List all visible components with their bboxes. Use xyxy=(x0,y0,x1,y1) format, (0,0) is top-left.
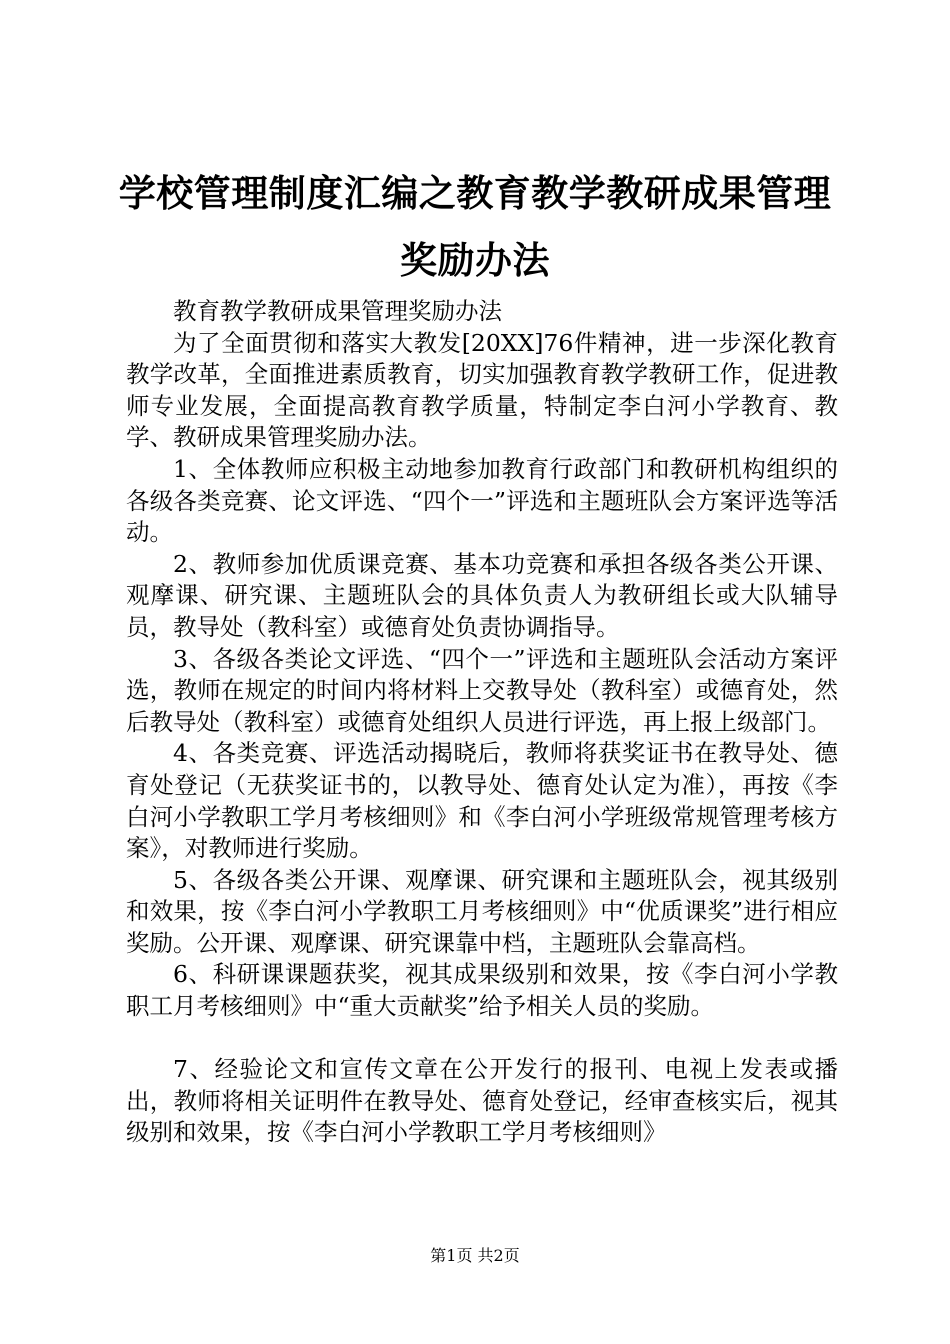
clause-7-paragraph: 7、经验论文和宣传文章在公开发行的报刊、电视上发表或播出，教师将相关证明件在教导处、德育处登记，经审查核实后，视其级别和效果，按《李白河小学教职工学月考核细则》 xyxy=(126,1055,838,1147)
document-title: 学校管理制度汇编之教育教学教研成果管理奖励办法 xyxy=(118,172,832,282)
intro-paragraph: 为了全面贯彻和落实大教发[20XX]76件精神，进一步深化教育教学改革，全面推进素质教育，切实加强教育教学教研工作，促进教师专业发展，全面提高教育教学质量，特制定李白河小学教育、教学、教研成果管理奖励办法。 xyxy=(126,328,838,452)
page-number: 第1页 共2页 xyxy=(430,1246,520,1265)
document-subtitle: 教育教学教研成果管理奖励办法 xyxy=(173,297,502,325)
clause-1-paragraph: 1、全体教师应积极主动地参加教育行政部门和教研机构组织的各级各类竞赛、论文评选、“四个一”评选和主题班队会方案评选等活动。 xyxy=(126,454,838,547)
clause-5-paragraph: 5、各级各类公开课、观摩课、研究课和主题班队会，视其级别和效果，按《李白河小学教职工月考核细则》中“优质课奖”进行相应奖励。公开课、观摩课、研究课靠中档，主题班队会靠高档。 xyxy=(126,865,838,957)
clause-6-paragraph: 6、科研课课题获奖，视其成果级别和效果，按《李白河小学教职工月考核细则》中“重大贡献奖”给予相关人员的奖励。 xyxy=(126,960,838,1021)
clause-4-paragraph: 4、各类竞赛、评选活动揭晓后，教师将获奖证书在教导处、德育处登记（无获奖证书的，以教导处、德育处认定为准），再按《李白河小学教职工学月考核细则》和《李白河小学班级常规管理考核方案》，对教师进行奖励。 xyxy=(126,739,838,863)
document-body xyxy=(126,296,838,1149)
clause-2-paragraph: 2、教师参加优质课竞赛、基本功竞赛和承担各级各类公开课、观摩课、研究课、主题班队会的具体负责人为教研组长或大队辅导员，教导处（教科室）或德育处负责协调指导。 xyxy=(126,549,838,641)
page-footer xyxy=(0,1246,950,1266)
clause-3-paragraph: 3、各级各类论文评选、“四个一”评选和主题班队会活动方案评选，教师在规定的时间内将材料上交教导处（教科室）或德育处，然后教导处（教科室）或德育处组织人员进行评选，再上报上级部门。 xyxy=(126,644,838,736)
